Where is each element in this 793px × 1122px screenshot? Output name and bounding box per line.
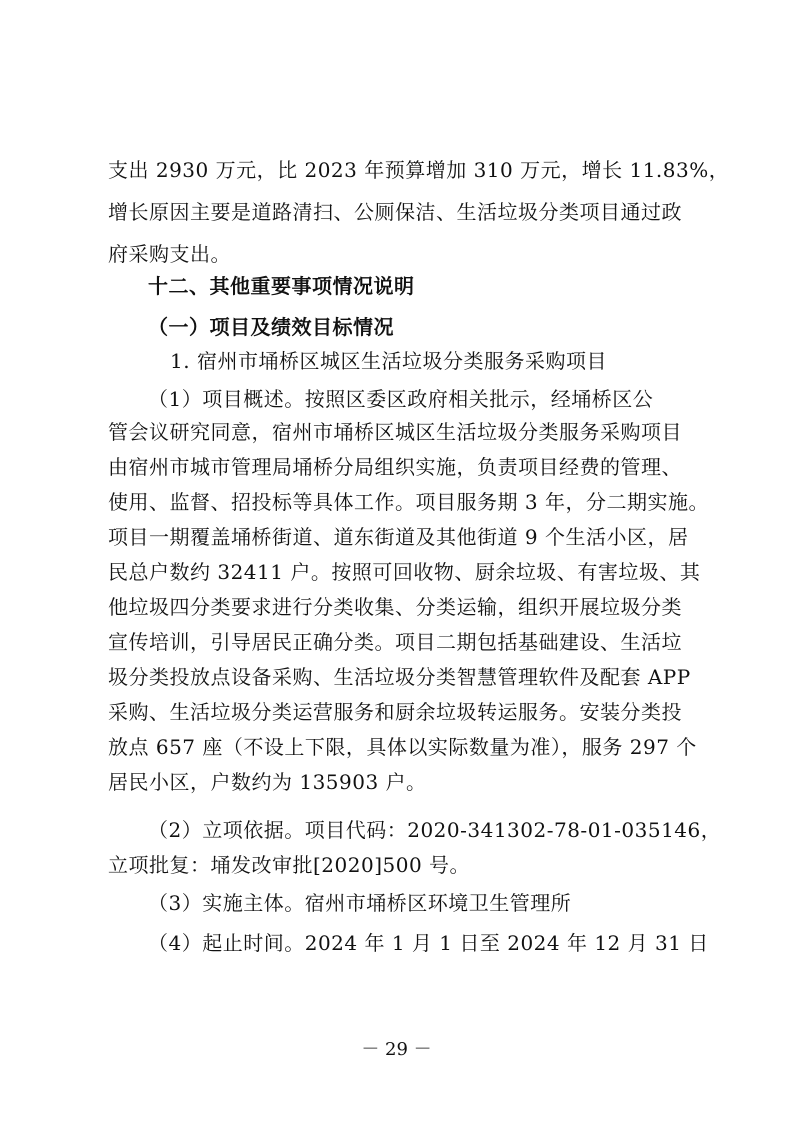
paragraph-line: 增长原因主要是道路清扫、公厕保洁、生活垃圾分类项目通过政	[108, 200, 682, 224]
paragraph-line: 使用、监督、招投标等具体工作。项目服务期 3 年，分二期实施。	[108, 490, 709, 514]
paragraph-line: 由宿州市城市管理局埇桥分局组织实施，负责项目经费的管理、	[108, 455, 682, 479]
paragraph-line: 民总户数约 32411 户。按照可回收物、厨余垃圾、有害垃圾、其	[108, 560, 701, 584]
paragraph-line: 管会议研究同意，宿州市埇桥区城区生活垃圾分类服务采购项目	[108, 420, 682, 444]
subsection-heading: （一）项目及绩效目标情况	[148, 315, 394, 339]
section-heading: 十二、其他重要事项情况说明	[148, 274, 415, 298]
paragraph-line: 圾分类投放点设备采购、生活垃圾分类智慧管理软件及配套 APP	[108, 665, 691, 689]
paragraph-line: 宣传培训，引导居民正确分类。项目二期包括基础建设、生活垃	[108, 630, 682, 654]
paragraph-line: 居民小区，户数约为 135903 户。	[108, 770, 427, 794]
paragraph-line: 采购、生活垃圾分类运营服务和厨余垃圾转运服务。安装分类投	[108, 700, 682, 724]
paragraph-line: （4）起止时间。2024 年 1 月 1 日至 2024 年 12 月 31 日	[148, 931, 709, 955]
paragraph-line: 项目一期覆盖埇桥街道、道东街道及其他街道 9 个生活小区，居	[108, 525, 689, 549]
page-number: － 29 －	[361, 1039, 432, 1060]
paragraph-line: （1）项目概述。按照区委区政府相关批示，经埇桥区公	[148, 387, 654, 411]
paragraph-line: 府采购支出。	[108, 242, 231, 266]
item-heading: 1. 宿州市埇桥区城区生活垃圾分类服务采购项目	[170, 349, 607, 373]
paragraph-line: 他垃圾四分类要求进行分类收集、分类运输，组织开展垃圾分类	[108, 595, 682, 619]
paragraph-line: 立项批复：埇发改审批[2020]500 号。	[108, 853, 471, 877]
paragraph-line: 支出 2930 万元，比 2023 年预算增加 310 万元，增长 11.83%，	[108, 158, 730, 182]
paragraph-line: （2）立项依据。项目代码：2020-341302-78-01-035146，	[148, 818, 722, 842]
paragraph-line: （3）实施主体。宿州市埇桥区环境卫生管理所	[148, 891, 572, 915]
paragraph-line: 放点 657 座（不设上下限，具体以实际数量为准），服务 297 个	[108, 735, 697, 759]
